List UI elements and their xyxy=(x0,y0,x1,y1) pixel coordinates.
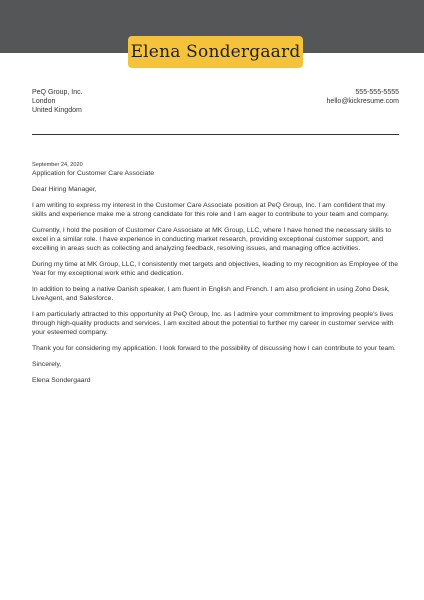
recipient-address xyxy=(32,88,83,115)
letter-subject: Application for Customer Care Associate xyxy=(32,170,155,177)
paragraph: I am writing to express my interest in the Customer Care Associate position at PeQ Group, Inc. I am confident that my skills and experience make me a strong candidate for this role and I am eager to contribute to your team and company. xyxy=(32,202,389,218)
applicant-name: Elena Sondergaard xyxy=(130,42,301,62)
letter-meta xyxy=(32,162,154,178)
recipient-company: PeQ Group, Inc. xyxy=(32,89,83,96)
recipient-country: United Kingdom xyxy=(32,107,82,114)
paragraph: I am particularly attracted to this opportunity at PeQ Group, Inc. as I admire your commitment to improving people's lives through high-quality products and services. I am excited about the potential to further my career in customer service with your esteemed company. xyxy=(32,311,394,336)
divider xyxy=(32,134,399,135)
letter-body xyxy=(32,185,400,392)
recipient-city: London xyxy=(32,98,56,105)
name-badge xyxy=(128,36,303,68)
greeting: Dear Hiring Manager, xyxy=(32,186,97,193)
closing: Sincerely, xyxy=(32,361,62,368)
paragraph: Currently, I hold the position of Customer Care Associate at MK Group, LLC, where I have honed the necessary skills to excel in a similar role. I have experience in conducting market research, providing exceptional customer support, and excelling in areas such as collecting and analyzing feedback, resolving issues, and managing office activities. xyxy=(32,227,392,252)
phone-number: 555-555-5555 xyxy=(355,89,399,96)
paragraph: Thank you for considering my application. I look forward to the possibility of discussing how I can contribute to your team. xyxy=(32,345,396,352)
email-address: hello@kickresume.com xyxy=(326,98,399,105)
letter-date: September 24, 2020 xyxy=(32,162,83,168)
signature: Elena Sondergaard xyxy=(32,377,91,384)
paragraph: In addition to being a native Danish speaker, I am fluent in English and French. I am also proficient in using Zoho Desk, LiveAgent, and Salesforce. xyxy=(32,286,390,302)
contact-info xyxy=(327,88,399,106)
paragraph: During my time at MK Group, LLC, I consistently met targets and objectives, leading to my recognition as Employee of the Year for my exceptional work ethic and dedication. xyxy=(32,261,399,277)
